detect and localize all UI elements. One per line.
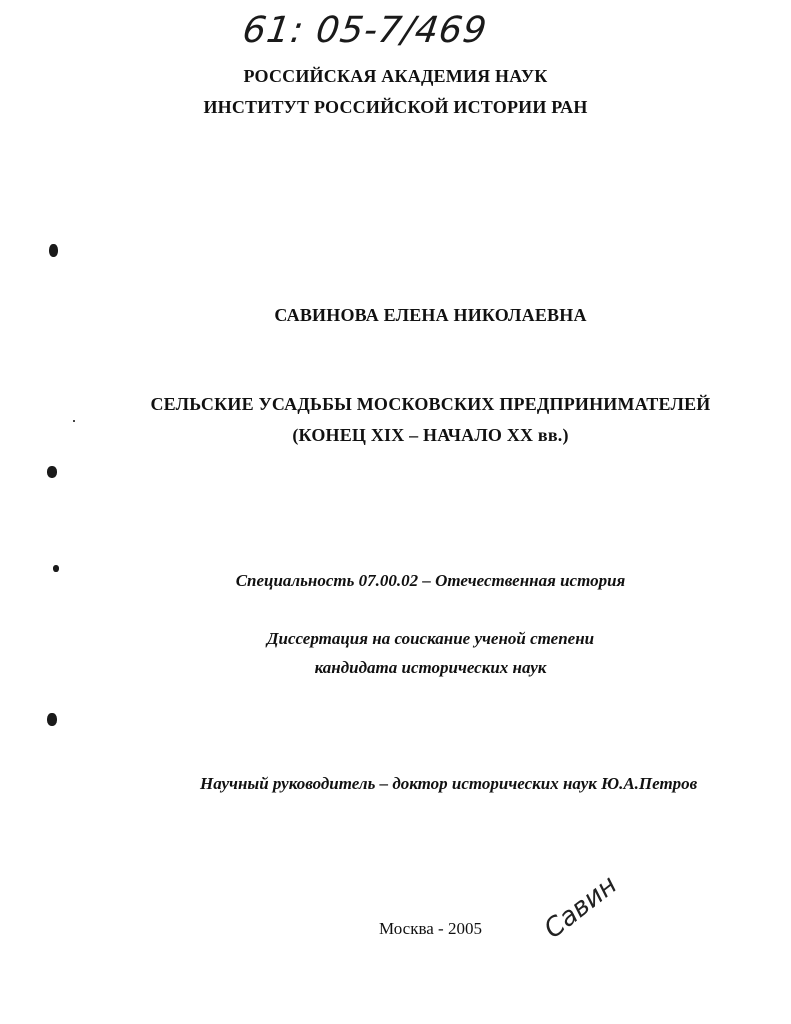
organization-line1: РОССИЙСКАЯ АКАДЕМИЯ НАУК — [243, 66, 548, 86]
scan-speck — [73, 420, 75, 422]
degree-line1: Диссертация на соискание ученой степени — [266, 629, 595, 648]
archive-code: 61: 05-7/469 — [240, 10, 490, 51]
scan-speck — [47, 466, 57, 478]
scan-speck — [53, 565, 59, 572]
scan-speck — [47, 713, 57, 726]
signature: Савин — [538, 869, 623, 945]
organization-line2: ИНСТИТУТ РОССИЙСКОЙ ИСТОРИИ РАН — [203, 97, 588, 117]
title-line2: (КОНЕЦ XIX – НАЧАЛО XX вв.) — [292, 425, 569, 445]
author-name: САВИНОВА ЕЛЕНА НИКОЛАЕВНА — [274, 305, 587, 325]
degree-line2: кандидата исторических наук — [314, 658, 547, 677]
specialty: Специальность 07.00.02 – Отечественная история — [235, 571, 626, 590]
title-line1: СЕЛЬСКИЕ УСАДЬБЫ МОСКОВСКИХ ПРЕДПРИНИМАТЕЛЕЙ — [150, 394, 711, 414]
city-year: Москва - 2005 — [379, 919, 482, 938]
scan-speck — [49, 244, 58, 257]
supervisor: Научный руководитель – доктор исторических наук Ю.А.Петров — [200, 774, 698, 793]
